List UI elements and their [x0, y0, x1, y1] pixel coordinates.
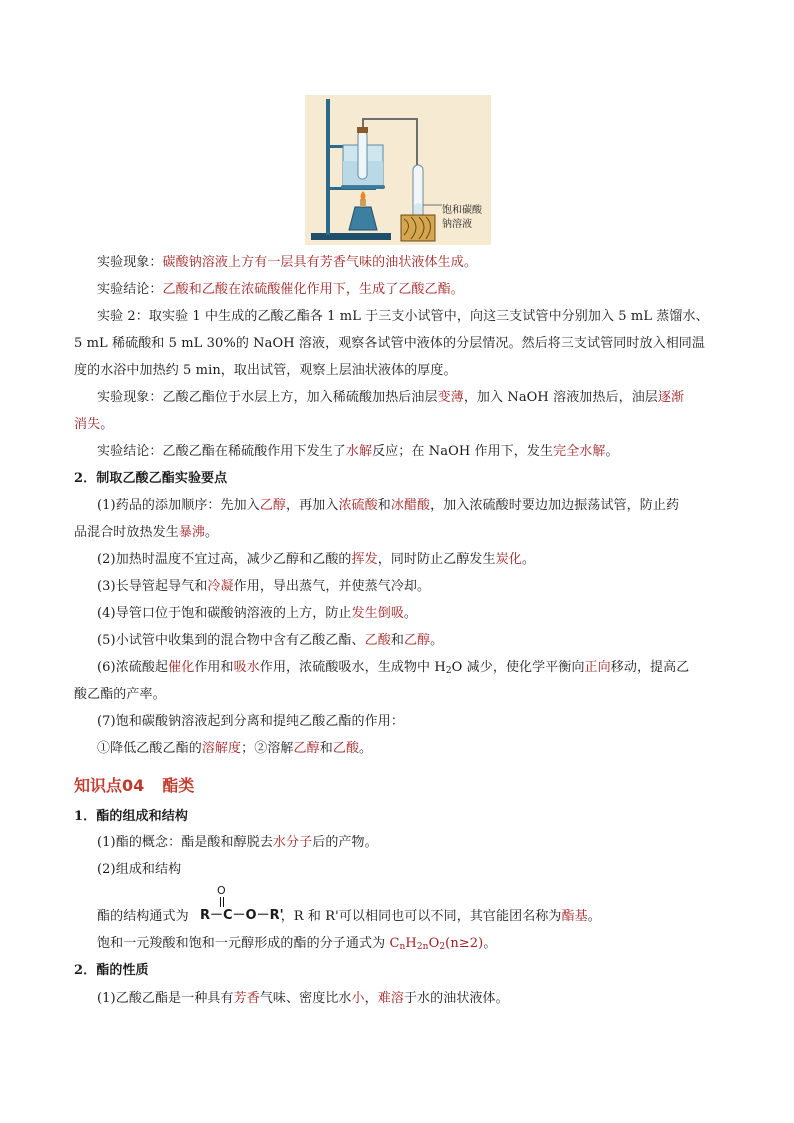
- point-1-cont: [74, 524, 218, 542]
- answer-text: 酯基: [561, 909, 588, 924]
- text: ，加入 NaOH 溶液加热后，油层: [463, 390, 658, 405]
- answer-text: 乙酸和乙酸在浓硫酸催化作用下，生成了乙酸乙酯。: [162, 282, 464, 297]
- answer-text: 正向: [584, 660, 611, 675]
- answer-text: 完全水解: [553, 444, 606, 459]
- oxygen-atom: O: [217, 884, 226, 897]
- text: 和: [319, 741, 333, 756]
- text: ，再加入: [286, 498, 339, 513]
- text: 移动，提高乙: [610, 660, 690, 675]
- answer-text: 溶解度: [201, 741, 242, 756]
- exp1-conclusion: [97, 281, 464, 299]
- point-7-items: [97, 740, 372, 758]
- answer-text: 吸水: [233, 660, 260, 675]
- text: H: [405, 936, 417, 951]
- text: 和: [377, 498, 391, 513]
- text: ①降低乙酸乙酯的: [97, 741, 202, 756]
- exp2-line2: 5 mL 稀硫酸和 5 mL 30%的 NaOH 溶液，观察各试管中液体的分层情况。然后将三支试管同时放入相同温: [74, 336, 706, 351]
- composition-heading: (2)组成和结构: [97, 862, 182, 877]
- text: 。: [403, 606, 418, 621]
- exp1-phenomenon: [97, 254, 477, 272]
- exp2-conclusion: [97, 443, 619, 461]
- text: 。: [100, 417, 114, 432]
- answer-text: 小: [351, 991, 365, 1006]
- text: 品混合时放热发生: [74, 525, 179, 540]
- text: 实验结论：乙酸乙酯在稀硫酸作用下发生了: [97, 444, 346, 459]
- text: C: [389, 936, 400, 951]
- text: (1)酯的概念：酯是酸和醇脱去: [97, 835, 273, 850]
- text: 气味、密度比水: [259, 991, 352, 1006]
- answer-text: 冷凝: [207, 579, 234, 594]
- answer-text: 炭化: [495, 552, 522, 567]
- ester-property-1: [97, 990, 509, 1008]
- point-7: (7)饱和碳酸钠溶液起到分离和提纯乙酸乙酯的作用：: [97, 714, 404, 729]
- answer-text: 挥发: [351, 552, 378, 567]
- molecular-formula: [389, 936, 483, 951]
- answer-text: 水解: [345, 444, 373, 459]
- subscript: 2n: [416, 942, 429, 952]
- exp2-line3: 度的水浴中加热约 5 min，取出试管，观察上层油状液体的厚度。: [74, 363, 457, 378]
- answer-text: 冰醋酸: [390, 498, 431, 513]
- saturated-ester-formula: [97, 935, 496, 956]
- answer-text: 催化: [168, 660, 195, 675]
- text: 于水的油状液体。: [403, 991, 509, 1006]
- label: 实验现象：: [97, 255, 163, 270]
- answer-text: 乙醇: [259, 498, 287, 513]
- text: 作用，浓硫酸吸水，生成物中 H: [259, 660, 446, 675]
- section-heading-preparation: 2．制取乙酸乙酯实验要点: [74, 471, 228, 486]
- section-heading-ester-structure: 1．酯的组成和结构: [74, 809, 188, 824]
- text: 。: [605, 444, 619, 459]
- text: O 减少，使化学平衡向: [451, 660, 585, 675]
- text: 。: [587, 909, 601, 924]
- subscript: n: [399, 942, 406, 952]
- formula-text: R－C－O－R': [200, 908, 284, 923]
- ester-general-formula-line: [97, 908, 601, 926]
- answer-text: 乙醇: [403, 633, 431, 648]
- point-6-cont: 酸乙酯的产率。: [74, 687, 166, 702]
- text: (5)小试管中收集到的混合物中含有乙酸乙酯、: [97, 633, 365, 648]
- text: 。: [483, 936, 497, 951]
- text: ，R 和 R'可以相同也可以不同，其官能团名称为: [280, 909, 562, 924]
- text: 酯的结构通式为: [97, 909, 189, 924]
- text: ，同时防止乙醇发生: [377, 552, 496, 567]
- answer-text: 芳香: [233, 991, 260, 1006]
- figure-label-line1: 饱和碳酸: [442, 205, 482, 216]
- text: (4)导管口位于饱和碳酸钠溶液的上方，防止: [97, 606, 352, 621]
- point-5: [97, 632, 443, 650]
- answer-text: 水分子: [272, 835, 313, 850]
- answer-text: 暴沸: [178, 525, 206, 540]
- text: 作用，导出蒸气，并使蒸气冷却。: [233, 579, 431, 594]
- label: 实验结论：: [97, 282, 163, 297]
- answer-text: 逐渐: [657, 390, 685, 405]
- text: (3)长导管起导气和: [97, 579, 208, 594]
- answer-text: 碳酸钠溶液上方有一层具有芳香气味的油状液体生成。: [162, 255, 477, 270]
- knowledge-point-title: 酯类: [162, 776, 195, 795]
- figure-label-line2: 钠溶液: [442, 219, 472, 230]
- ester-definition: [97, 834, 378, 852]
- answer-text: 乙酸: [364, 633, 391, 648]
- text: (6)浓硫酸起: [97, 660, 169, 675]
- text: 饱和一元羧酸和饱和一元醇形成的酯的分子通式为: [97, 936, 390, 951]
- text: (n≥2): [445, 936, 484, 951]
- point-4: [97, 605, 417, 623]
- text: ，加入浓硫酸时要边加边振荡试管，防止药: [430, 498, 680, 513]
- apparatus-figure: [305, 95, 491, 245]
- text: 反应；在 NaOH 作用下，发生: [372, 444, 554, 459]
- section-heading-ester-properties: 2．酯的性质: [74, 963, 149, 978]
- point-2: [97, 551, 535, 569]
- exp2-line1: 实验 2：取实验 1 中生成的乙酸乙酯各 1 mL 于三支小试管中，向这三支试管中分别加入 5 mL 蒸馏水、: [97, 309, 709, 324]
- text: 实验现象：乙酸乙酯位于水层上方，加入稀硫酸加热后油层: [97, 390, 438, 405]
- exp2-phenomenon: [97, 389, 684, 407]
- text: 和: [390, 633, 404, 648]
- subscript: 2: [445, 666, 452, 676]
- knowledge-point-heading: [74, 773, 212, 796]
- answer-text: 乙醇: [293, 741, 320, 756]
- knowledge-point-label: 知识点04: [74, 776, 145, 795]
- point-6: [97, 659, 689, 680]
- answer-text: 乙酸: [332, 741, 360, 756]
- text: (2)加热时温度不宜过高，减少乙醇和乙酸的: [97, 552, 352, 567]
- text: 。: [205, 525, 219, 540]
- text: 。: [521, 552, 535, 567]
- text: 后的产物。: [312, 835, 378, 850]
- subscript: 2: [439, 942, 446, 952]
- text: (1)药品的添加顺序：先加入: [97, 498, 260, 513]
- text: 。: [430, 633, 444, 648]
- answer-text: 浓硫酸: [338, 498, 378, 513]
- text: O: [428, 936, 440, 951]
- point-3: [97, 578, 430, 596]
- text: ；②溶解: [241, 741, 294, 756]
- answer-text: 难溶: [377, 991, 404, 1006]
- text: 。: [359, 741, 373, 756]
- answer-text: 变薄: [437, 390, 464, 405]
- text: (1)乙酸乙酯是一种具有: [97, 991, 234, 1006]
- answer-text: 发生倒吸: [351, 606, 404, 621]
- text: 作用和: [194, 660, 234, 675]
- answer-text: 消失: [74, 417, 101, 432]
- point-1: [97, 497, 679, 515]
- text: ，: [364, 991, 378, 1006]
- exp2-phenomenon-cont: [74, 416, 113, 434]
